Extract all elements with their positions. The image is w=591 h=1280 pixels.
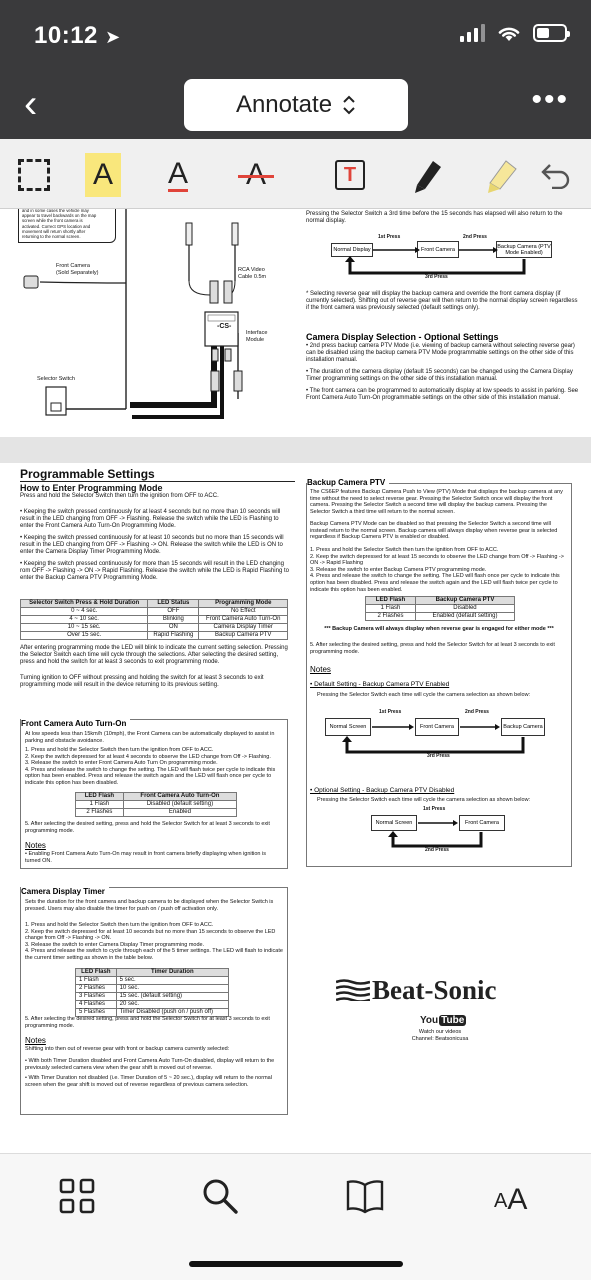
fcat-note: • Enabling Front Camera Auto Turn-On may result in front camera briefly displaying when ignition is turned ON.	[25, 851, 266, 864]
chevron-up-down-icon	[342, 94, 356, 116]
underline-tool[interactable]: A	[167, 156, 188, 190]
table-header-row: Selector Switch Press & Hold Duration LED Status Programming Mode	[21, 600, 288, 608]
page-top	[0, 209, 591, 437]
flow2-normal-screen: Normal Screen	[371, 815, 417, 831]
after-entering-text: After entering programming mode the LED will blink to indicate the current setting selection. Pressing the Selector Switch each time will cycle through the selections. After selecting the desired setting, press and hold the switch for at least 3 seconds to exit programming mode.	[20, 645, 288, 665]
back-chevron-icon[interactable]: ‹	[24, 82, 38, 126]
cds-bullet: • The front camera can be programmed to automatically display at low speeds to assist in parking. See Front Camera Auto Turn-On programmable settings on the other side of this installation manual.	[306, 388, 579, 401]
youtube-logo[interactable]: You Tube	[420, 1015, 465, 1026]
warn-line: returning to the normal screen.	[22, 234, 81, 240]
flow-backup-camera: Backup Camera (PTV Mode Enabled)	[496, 241, 552, 258]
strikethrough-tool[interactable]	[238, 153, 274, 197]
status-time: 10:12 ➤	[34, 22, 121, 49]
programmable-settings-heading: Programmable Settings	[20, 467, 295, 482]
wiring-diagram	[0, 209, 290, 437]
search-icon[interactable]	[200, 1176, 240, 1216]
location-arrow-icon: ➤	[105, 27, 121, 47]
cdt-title: Camera Display Timer	[21, 887, 109, 896]
table-header-row: LED Flash Front Camera Auto Turn-On	[76, 793, 237, 801]
flow-press-label: 2nd Press	[463, 234, 487, 240]
table-header-row: LED Flash Timer Duration	[76, 969, 229, 977]
cdt-intro: Sets the duration for the front camera and backup camera to be displayed when the Selector Switch is pressed. Users may also disable the timer for push on / push off activation only.	[25, 899, 274, 912]
table-row: 1 Flash Disabled (default setting)	[76, 801, 237, 809]
warn-line: movement will return shortly after	[22, 228, 86, 234]
front-camera-auto-box	[20, 719, 288, 869]
ptv-step5: 5. After selecting the desired setting, press and hold the Selector Switch for at least 3 seconds to exit programming mode.	[310, 642, 555, 655]
flow2-front-camera: Front Camera	[459, 815, 505, 831]
table-row: 1 Flash Disabled	[366, 605, 515, 613]
cellular-signal-icon	[460, 24, 485, 42]
beat-sonic-logo: Beat-Sonic	[336, 975, 536, 1005]
fcat-intro: At low speeds less than 15km/h (10mph), the Front Camera can be automatically displayed to assist in parking and obstacle avoidance.	[25, 731, 275, 744]
text-box-tool[interactable]: T	[333, 153, 367, 197]
fcat-step5: 5. After selecting the desired setting, press and hold the Selector Switch for at least 3 seconds to exit programming mode.	[25, 821, 270, 834]
cdt-notes: • With both Timer Duration disabled and Front Camera Auto Turn-On disabled, display will return to the previously selected camera view when the gear shift is moved out of reverse. • With Timer Duration not disabled (i.e. Timer Duration of 5 ~ 20 sec.), display will return to the normal screen when the gear shift is moved out of reverse regardless of previous camera selection.	[25, 1058, 275, 1088]
undo-icon[interactable]	[538, 153, 574, 197]
ptv-intro2: Backup Camera PTV Mode can be disabled so that pressing the Selector Switch a second time will instead return to the normal screen. Backup camera will always display when reverse gear is selected regardless if Backup Camera PTV is enabled or disabled.	[310, 521, 558, 541]
cdt-steps: 1. Press and hold the Selector Switch then turn the ignition from OFF to ACC. 2. Keep the switch depressed for at least 10 seconds but no more than 15 seconds to observe the LED change from Off -> Flashing -> ON. 3. Release the switch to enter Camera Display Timer programming mode. 4. Press and release the switch to cycle through each of the 5 timer settings. The LED will flash to indicate the current timer setting as shown in the table below.	[25, 922, 283, 961]
table-row: 2 Flashes Enabled	[76, 809, 237, 817]
flow-front-camera: Front Camera	[417, 241, 459, 258]
flow-press-label: 1st Press	[423, 806, 446, 812]
interface-module-label-text: -CS-	[217, 323, 232, 330]
page-programmable	[0, 463, 591, 1153]
table-row: 3 Flashes 15 sec. (default setting)	[76, 993, 229, 1001]
how-to-enter-title: How to Enter Programming Mode	[20, 483, 163, 493]
book-icon[interactable]	[345, 1176, 385, 1216]
table-row: 10 ~ 15 sec. ON Camera Display Timer	[21, 624, 288, 632]
prog-bullet: • Keeping the switch pressed continuously for more than 15 seconds will result in the LED changing rom OFF -> Flashing -> ON -> Rapid Flashing. Release the switch while the LED is Rapid Flashing to enter the Backup Camera PTV Programming Mode.	[20, 561, 289, 581]
flow1-normal-screen: Normal Screen	[325, 718, 371, 736]
cds-bullet: • 2nd press backup camera PTV Mode (i.e. viewing of backup camera without selecting reverse gear) can be disabled using the backup camera PTV Mode programmable settings on the other side of this installation manual.	[306, 343, 575, 363]
flow2-arrows	[307, 810, 571, 858]
camera-display-selection-title: Camera Display Selection - Optional Settings	[306, 332, 499, 342]
table-row: Over 15 sec. Rapid Flashing Backup Camera PTV	[21, 632, 288, 640]
cdt-notes-intro: Shifting into then out of reverse gear with front or backup camera currently selected:	[25, 1046, 230, 1052]
document-view[interactable]	[0, 209, 591, 1153]
beat-sonic-wave-icon	[336, 979, 370, 1001]
rca-cable-label: RCA Video Cable 0.5m	[238, 267, 267, 280]
prog-bullet: • Keeping the switch pressed continuously for at least 10 seconds but no more than 15 seconds will result in the LED changing from OFF -> Flashing -> ON. Release the switch while the LED is ON to enter the Camera Display Timer Programming Mode.	[20, 535, 284, 555]
ptv-notes-title: Notes	[310, 665, 331, 674]
table-row: 2 Flashes Enabled (default setting)	[366, 613, 515, 621]
top-bar	[0, 0, 591, 139]
annotation-toolbar	[0, 139, 591, 209]
flow-normal-display: Normal Display	[331, 243, 373, 257]
table-row: 0 ~ 4 sec. OFF No Effect	[21, 608, 288, 616]
fcat-table	[75, 792, 237, 817]
youtube-caption: Watch our videos Channel: Beatsonicusa	[411, 1029, 469, 1042]
cds-bullet: • The duration of the camera display (default 15 seconds) can be changed using the Camera Display Timer programming settings on the other side of this installation manual.	[306, 369, 573, 382]
programming-mode-table	[20, 599, 288, 640]
flow-press-label: 1st Press	[378, 234, 401, 240]
ptv-steps: 1. Press and hold the Selector Switch then turn the ignition from OFF to ACC. 2. Keep the switch depressed for at least 15 seconds to observe the LED change from Off -> Flashing -> ON -> Rapid Flashing 3. Release the switch to enter Backup Camera PTV programming mode. 4. Press and release the switch to change the setting. The LED will flash once per cycle to indicate this option has been disabled. Press and release the switch again and the LED will flash twice per cycle to indicate this option has been enabled.	[310, 547, 564, 593]
ptv-cycle-text: Pressing the Selector Switch each time will cycle the camera selection as shown below:	[317, 692, 531, 698]
cdt-step5: 5. After selecting the desired setting, press and hold the Selector Switch for at least 3 seconds to exit programming mode.	[25, 1016, 270, 1029]
cdt-table	[75, 968, 229, 1017]
table-row: 5 Flashes Timer Disabled (push on / push off)	[76, 1009, 229, 1017]
thumbnails-grid-icon[interactable]	[57, 1176, 97, 1216]
flow-press-label: 2nd Press	[425, 847, 449, 853]
selector-switch-label: Selector Switch	[37, 376, 75, 382]
warn-line: and in some cases the vehicle may	[22, 209, 89, 213]
third-press-text: Pressing the Selector Switch a 3rd time before the 15 seconds has elapsed will also return to the normal display.	[306, 211, 563, 224]
fcat-title: Front Camera Auto Turn-On	[21, 719, 130, 728]
annotate-mode-selector[interactable]	[184, 79, 408, 131]
pen-tool-icon[interactable]	[410, 153, 446, 197]
table-row: 4 ~ 10 sec. Blinking Front Camera Auto Turn-On	[21, 616, 288, 624]
nav-title: Annotate	[235, 91, 333, 118]
warn-line: appear to travel backwards on the map	[22, 213, 97, 219]
how-to-enter-sub: Press and hold the Selector Switch then turn the ignition from OFF to ACC.	[20, 493, 219, 499]
cdt-notes-title: Notes	[25, 1036, 46, 1045]
flow-arrows	[330, 237, 560, 282]
backup-camera-ptv-box	[306, 478, 572, 867]
flow-press-label: 3rd Press	[427, 753, 450, 759]
ptv-table	[365, 596, 515, 621]
front-camera-label: Front Camera (Sold Separately)	[56, 263, 99, 276]
flow1-front-camera: Front Camera	[415, 718, 459, 736]
flow1-arrows	[307, 712, 571, 762]
camera-display-timer-box	[20, 887, 288, 1115]
text-size-icon[interactable]: A A	[494, 1183, 528, 1216]
table-header-row: LED Flash Backup Camera PTV	[366, 597, 515, 605]
ptv-title: Backup Camera PTV	[307, 478, 389, 487]
reverse-gear-note: * Selecting reverse gear will display the backup camera and override the front camera display (if currently selected). Shifting out of reverse gear will then return to the normal display screen regardless if the front camera was previously selected (default settings only).	[306, 291, 578, 311]
home-indicator	[189, 1261, 403, 1267]
flow1-backup-camera: Backup Camera	[501, 718, 545, 736]
cds-bullet-list	[306, 343, 582, 402]
fcat-notes-title: Notes	[25, 841, 46, 850]
ptv-cycle-text-2: Pressing the Selector Switch each time will cycle the camera selection as shown below:	[317, 797, 531, 803]
flow-press-label: 1st Press	[379, 709, 402, 715]
ptv-optional-title: • Optional Setting - Backup Camera PTV Disabled	[310, 787, 455, 794]
warn-line: activated. Correct GPS location and	[22, 223, 91, 229]
table-row: 4 Flashes 20 sec.	[76, 1001, 229, 1009]
flow-press-label: 3rd Press	[425, 274, 448, 280]
status-indicators	[460, 24, 567, 42]
selection-tool-icon[interactable]	[16, 153, 52, 197]
ptv-intro: The CS6EP features Backup Camera Push to View (PTV) Mode that displays the backup camera at any time without the need to select reverse gear. Pressing the Selector Switch once will display the front camera. Pressing the Selector Switch a second time will display the backup camera. Pressing the Selector Switch a third time will return to the normal screen.	[310, 489, 563, 515]
warn-line: screen while the front camera is	[22, 218, 83, 224]
table-row: 1 Flash 5 sec.	[76, 977, 229, 985]
ignition-off-text: Turning ignition to OFF without pressing and holding the switch for at least 3 seconds to exit programming mode will result in the device returning to its previous setting.	[20, 675, 264, 688]
fcat-steps: 1. Press and hold the Selector Switch then turn the ignition from OFF to ACC. 2. Keep the switch depressed for at least 4 seconds to observe the LED change from Off -> Flashing. 3. Release the switch to enter Front Camera Auto Turn On programming mode. 4. Press and release the switch to change the setting. The LED will flash twice per cycle to indicate this option has been enabled. Press and release the switch again and the LED will flash once per cycle to indicate this option has been disabled.	[25, 747, 276, 786]
ptv-always-note: *** Backup Camera will always display when reverse gear is engaged for either mode ***	[324, 626, 554, 632]
wifi-icon	[497, 24, 521, 42]
more-options-icon[interactable]: •••	[531, 83, 569, 116]
interface-module-label: Interface Module	[246, 330, 268, 343]
highlight-tool[interactable]: A	[85, 153, 121, 197]
table-row: 2 Flashes 10 sec.	[76, 985, 229, 993]
page-separator	[0, 437, 591, 463]
ptv-default-title: • Default Setting - Backup Camera PTV Enabled	[310, 681, 450, 688]
flow-press-label: 2nd Press	[465, 709, 489, 715]
highlighter-tool-icon[interactable]	[484, 153, 520, 197]
prog-bullet: • Keeping the switch pressed continuously for at least 4 seconds but no more than 10 seconds will result in the LED changing from OFF -> Flashing. Release the switch while the LED is Flashing to enter the Front Camera Auto Turn-On Programming Mode.	[20, 509, 281, 529]
battery-icon	[533, 24, 567, 42]
programming-bullets	[20, 509, 290, 582]
